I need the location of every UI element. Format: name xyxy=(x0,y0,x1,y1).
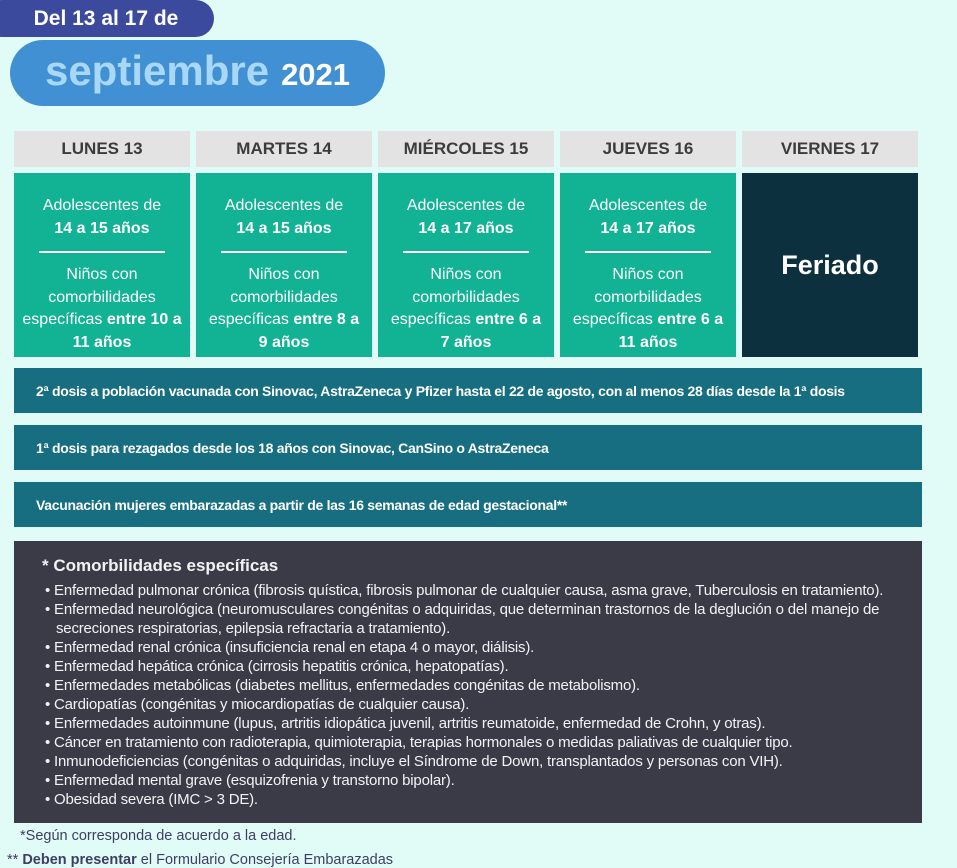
day-card-lunes xyxy=(14,173,190,357)
month-label: septiembre xyxy=(44,47,270,94)
footnote-bold: Deben presentar xyxy=(22,852,137,868)
comorbidity-item: • Cardiopatías (congénitas y miocardiopatías de cualquier causa). xyxy=(40,695,894,714)
week-grid xyxy=(14,131,918,357)
card-divider xyxy=(221,251,347,253)
holiday-card-viernes: Feriado xyxy=(742,173,918,357)
comorbidity-item: • Enfermedad renal crónica (insuficiencia renal en etapa 4 o mayor, diálisis). xyxy=(40,638,894,657)
notice-pregnant-women: Vacunación mujeres embarazadas a partir de las 16 semanas de edad gestacional** xyxy=(14,482,922,527)
comorbidity-item: • Enfermedad hepática crónica (cirrosis hepatitis crónica, hepatopatías). xyxy=(40,657,894,676)
year-label: 2021 xyxy=(281,57,351,92)
month-banner xyxy=(10,40,385,106)
footnote-pregnancy-form xyxy=(7,852,393,868)
day-header-miercoles: MIÉRCOLES 15 xyxy=(378,131,554,167)
children-group xyxy=(378,264,554,354)
comorbidity-item: • Cáncer en tratamiento con radioterapia, quimioterapia, terapias hormonales o medidas paliativas de cualquier tipo. xyxy=(40,733,894,752)
day-header-jueves: JUEVES 16 xyxy=(560,131,736,167)
card-divider xyxy=(585,251,711,253)
children-group xyxy=(560,264,736,354)
comorbidity-item: • Enfermedades autoinmune (lupus, artritis idiopática juvenil, artritis reumatoide, enfermedad de Crohn, y otras). xyxy=(40,714,894,733)
day-header-viernes: VIERNES 17 xyxy=(742,131,918,167)
day-header-lunes: LUNES 13 xyxy=(14,131,190,167)
notice-first-dose-laggards: 1ª dosis para rezagados desde los 18 años con Sinovac, CanSino o AstraZeneca xyxy=(14,425,922,470)
children-group xyxy=(14,264,190,354)
children-label: Niños con comorbilidades específicas xyxy=(572,266,702,328)
card-divider xyxy=(403,251,529,253)
adolescents-label: Adolescentes de xyxy=(588,197,708,214)
adolescents-group xyxy=(196,195,372,240)
day-card-martes xyxy=(196,173,372,357)
adolescents-ages: 14 a 15 años xyxy=(236,219,332,237)
adolescents-ages: 14 a 17 años xyxy=(600,219,696,237)
comorbidity-item: • Obesidad severa (IMC > 3 DE). xyxy=(40,790,894,809)
adolescents-group xyxy=(14,195,190,240)
children-label: Niños con comorbilidades específicas xyxy=(22,266,156,328)
children-label: Niños con comorbilidades específicas xyxy=(390,266,520,328)
footnote-marker: ** xyxy=(7,852,23,868)
date-range-badge: Del 13 al 17 de xyxy=(0,0,214,37)
comorbidities-title: * Comorbilidades específicas xyxy=(42,556,279,575)
children-ages: entre 6 a 7 años xyxy=(440,311,542,351)
adolescents-label: Adolescentes de xyxy=(406,197,526,214)
adolescents-label: Adolescentes de xyxy=(224,197,344,214)
comorbidities-box xyxy=(14,541,922,823)
adolescents-label: Adolescentes de xyxy=(42,197,162,214)
day-card-miercoles xyxy=(378,173,554,357)
children-ages: entre 10 a 11 años xyxy=(72,311,182,351)
footnote-age: *Según corresponda de acuerdo a la edad. xyxy=(20,828,297,844)
day-header-martes: MARTES 14 xyxy=(196,131,372,167)
comorbidity-item: • Enfermedad pulmonar crónica (fibrosis quística, fibrosis pulmonar de cualquier causa, asma grave, Tuberculosis en tratamiento). xyxy=(40,581,894,600)
adolescents-ages: 14 a 17 años xyxy=(418,219,514,237)
comorbidity-item: • Inmunodeficiencias (congénitas o adquiridas, incluye el Síndrome de Down, transplantados y personas con VIH). xyxy=(40,752,894,771)
comorbidity-item: • Enfermedad neurológica (neuromusculares congénitas o adquiridas, que determinan trastornos de la deglución o del manejo de secreciones respiratorias, epilepsia refractaria a tratamiento). xyxy=(40,600,894,638)
comorbidities-list xyxy=(40,581,894,809)
children-ages: entre 8 a 9 años xyxy=(258,311,360,351)
comorbidity-item: • Enfermedad mental grave (esquizofrenia y transtorno bipolar). xyxy=(40,771,894,790)
children-group xyxy=(196,264,372,354)
card-divider xyxy=(39,251,165,253)
footnote-rest: el Formulario Consejería Embarazadas xyxy=(136,852,394,868)
adolescents-group xyxy=(560,195,736,240)
notice-second-dose: 2ª dosis a población vacunada con Sinovac, AstraZeneca y Pfizer hasta el 22 de agosto, con al menos 28 días desde la 1ª dosis xyxy=(14,368,922,413)
children-ages: entre 6 a 11 años xyxy=(618,311,724,351)
children-label: Niños con comorbilidades específicas xyxy=(208,266,338,328)
comorbidity-item: • Enfermedades metabólicas (diabetes mellitus, enfermedades congénitas de metabolismo). xyxy=(40,676,894,695)
month-banner-inner xyxy=(45,38,350,104)
day-card-jueves xyxy=(560,173,736,357)
adolescents-ages: 14 a 15 años xyxy=(54,219,150,237)
adolescents-group xyxy=(378,195,554,240)
